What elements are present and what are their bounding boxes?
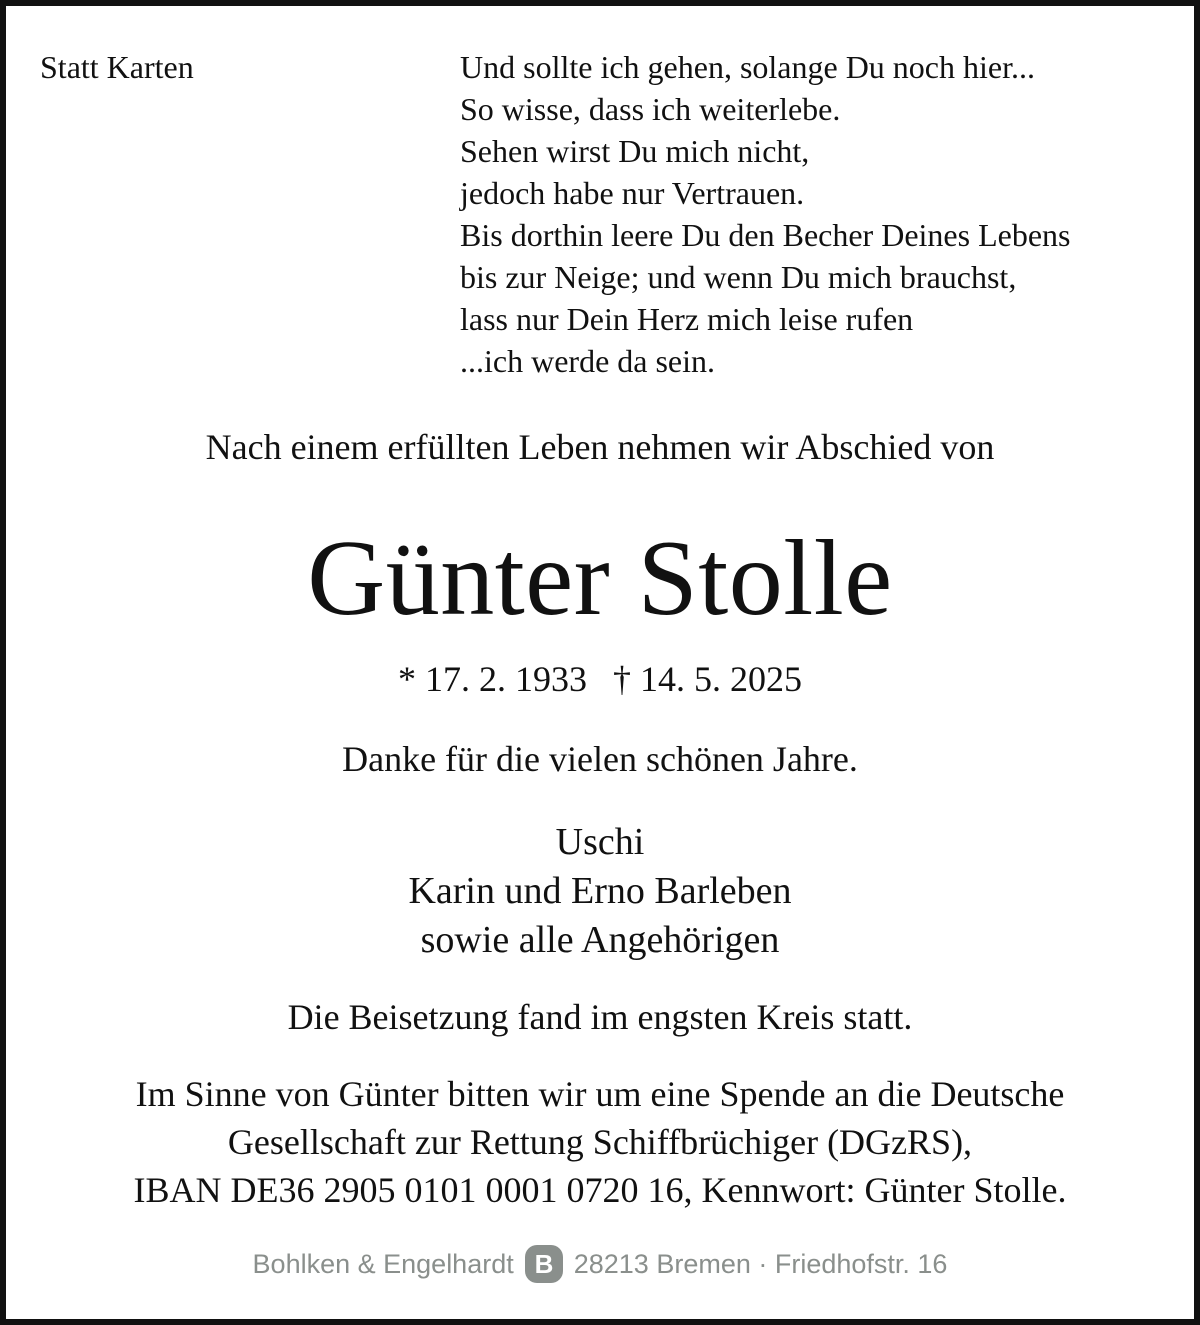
poem-line: jedoch habe nur Vertrauen.	[460, 175, 805, 211]
burial-note: Die Beisetzung fand im engsten Kreis statt.	[287, 997, 913, 1037]
logo-letter: B	[534, 1249, 554, 1279]
thanks-text: Danke für die vielen schönen Jahre.	[342, 739, 858, 779]
poem-line: ...ich werde da sein.	[460, 343, 716, 379]
funeral-home-logo-icon	[524, 1244, 564, 1284]
poem-line: Sehen wirst Du mich nicht,	[460, 133, 810, 169]
mourner: Uschi	[555, 821, 645, 863]
funeral-home-footer	[6, 1242, 1194, 1286]
header-label: Statt Karten	[40, 49, 194, 85]
deceased-name: Günter Stolle	[307, 519, 893, 638]
funeral-home-address: 28213 Bremen · Friedhofstr. 16	[573, 1248, 948, 1279]
donation-request	[6, 1070, 1194, 1214]
poem-line: Bis dorthin leere Du den Becher Deines Lebens	[460, 217, 1071, 253]
poem-line: Und sollte ich gehen, solange Du noch hier...	[460, 49, 1035, 85]
mourners-list	[6, 818, 1194, 965]
poem-line: lass nur Dein Herz mich leise rufen	[460, 301, 914, 337]
funeral-home-name: Bohlken & Engelhardt	[252, 1248, 514, 1279]
death-date: † 14. 5. 2025	[613, 659, 802, 699]
life-dates	[6, 656, 1194, 702]
poem-line: bis zur Neige; und wenn Du mich brauchst,	[460, 259, 1017, 295]
mourner: Karin und Erno Barleben	[408, 870, 792, 912]
donation-line: Gesellschaft zur Rettung Schiffbrüchiger (DGzRS),	[227, 1122, 973, 1162]
birth-date: * 17. 2. 1933	[398, 659, 587, 699]
intro-text: Nach einem erfüllten Leben nehmen wir Abschied von	[205, 427, 995, 467]
donation-line: IBAN DE36 2905 0101 0001 0720 16, Kennwort: Günter Stolle.	[133, 1170, 1067, 1210]
mourner: sowie alle Angehörigen	[420, 919, 780, 961]
donation-line: Im Sinne von Günter bitten wir um eine Spende an die Deutsche	[135, 1074, 1065, 1114]
poem	[460, 46, 1070, 382]
poem-line: So wisse, dass ich weiterlebe.	[460, 91, 841, 127]
